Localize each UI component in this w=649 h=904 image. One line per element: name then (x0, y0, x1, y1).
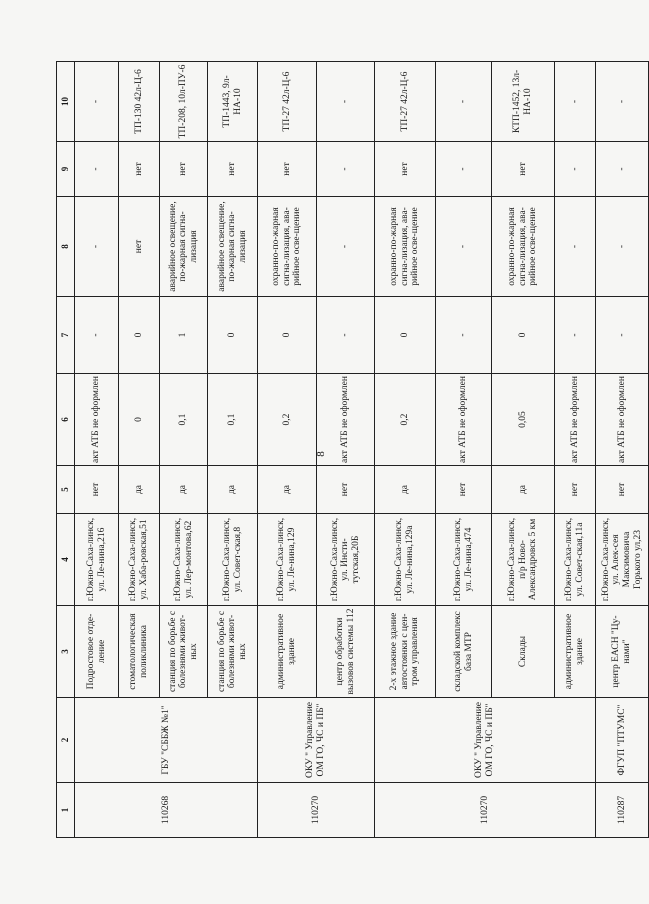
facility-cell: административное здание (555, 606, 596, 698)
flag-cell: - (596, 142, 649, 197)
facility-cell: Склады (492, 606, 555, 698)
systems-cell: - (555, 197, 596, 297)
address-cell: г.Южно-Саха-линск, ул. Ле-нина,216 (75, 514, 119, 606)
flag-cell: - (75, 142, 119, 197)
flag-cell: - (317, 142, 375, 197)
org-code-cell: 110268 (75, 783, 258, 838)
substation-cell: ТП-27 42л-Ц-6 (258, 62, 317, 142)
count-cell: - (555, 297, 596, 374)
status-cell: нет (317, 466, 375, 514)
flag-cell: нет (160, 142, 208, 197)
value-cell: акт АТБ не оформлен (75, 374, 119, 466)
address-cell: г.Южно-Саха-линск, ул. Инсти-тутская,20Б (317, 514, 375, 606)
column-header: 6 (57, 374, 75, 466)
org-code-cell: 110270 (258, 783, 375, 838)
status-cell: да (375, 466, 436, 514)
substation-cell: - (75, 62, 119, 142)
status-cell: да (492, 466, 555, 514)
facility-cell: центр ЕАСН "Цу-нами" (596, 606, 649, 698)
count-cell: - (317, 297, 375, 374)
facility-cell: Подростовое отде-ление (75, 606, 119, 698)
flag-cell: нет (375, 142, 436, 197)
systems-cell: охранно-по-жарная сигна-лизация, ава-рийное осве-щение (375, 197, 436, 297)
facility-cell: станция по борьбе с болезнями живот-ных (208, 606, 258, 698)
column-header: 4 (57, 514, 75, 606)
address-cell: г.Южно-Саха-линск, ул. Ле-нина,129 (258, 514, 317, 606)
systems-cell: аварийное освещение, по-жарная сигна-лизация (208, 197, 258, 297)
rotated-table-container (56, 62, 643, 838)
value-cell: 0,2 (258, 374, 317, 466)
status-cell: нет (436, 466, 492, 514)
value-cell: акт АТБ не оформлен (555, 374, 596, 466)
status-cell: да (208, 466, 258, 514)
org-code-cell: 110287 (596, 783, 649, 838)
value-cell: акт АТБ не оформлен (317, 374, 375, 466)
address-cell: г.Южно-Саха-линск, ул. Алек-сея Максимовича Горького ул,23 (596, 514, 649, 606)
facility-cell: станция по борьбе с болезнями живот-ных (160, 606, 208, 698)
org-name-cell: ОКУ " Управление ОМ ГО, ЧС и ПБ" (375, 698, 596, 783)
table-header-row (57, 62, 75, 838)
facility-cell: центр обработки вызовов системы 112 (317, 606, 375, 698)
count-cell: 0 (375, 297, 436, 374)
address-cell: г.Южно-Саха-линск, ул. Совет-ская,11а (555, 514, 596, 606)
flag-cell: - (555, 142, 596, 197)
value-cell: 0 (119, 374, 160, 466)
status-cell: нет (555, 466, 596, 514)
facility-cell: 2-х этажное здание автостоянки с цен-тром управления (375, 606, 436, 698)
table-row (375, 62, 436, 838)
count-cell: 0 (119, 297, 160, 374)
facility-cell: административное здание (258, 606, 317, 698)
column-header: 10 (57, 62, 75, 142)
column-header: 9 (57, 142, 75, 197)
value-cell: акт АТБ не оформлен (436, 374, 492, 466)
status-cell: да (258, 466, 317, 514)
substation-cell: КТП-1452, 13л-НА-10 (492, 62, 555, 142)
count-cell: - (436, 297, 492, 374)
flag-cell: нет (492, 142, 555, 197)
org-name-cell: ОКУ " Управление ОМ ГО, ЧС и ПБ" (258, 698, 375, 783)
page-number: 8 (315, 451, 327, 457)
count-cell: 0 (208, 297, 258, 374)
value-cell: акт АТБ не оформлен (596, 374, 649, 466)
column-header: 3 (57, 606, 75, 698)
column-header: 2 (57, 698, 75, 783)
flag-cell: нет (258, 142, 317, 197)
systems-cell: - (75, 197, 119, 297)
flag-cell: нет (119, 142, 160, 197)
substation-cell: - (596, 62, 649, 142)
value-cell: 0,1 (160, 374, 208, 466)
org-code-cell: 110270 (375, 783, 596, 838)
count-cell: - (75, 297, 119, 374)
systems-cell: нет (119, 197, 160, 297)
column-header: 5 (57, 466, 75, 514)
address-cell: г.Южно-Саха-линск, ул. Ле-нина,474 (436, 514, 492, 606)
address-cell: г.Южно-Саха-линск, п/р Ново-Александровск 5 км (492, 514, 555, 606)
column-header: 8 (57, 197, 75, 297)
org-name-cell: ГБУ "СББЖ №1" (75, 698, 258, 783)
systems-cell: - (436, 197, 492, 297)
value-cell: 0,2 (375, 374, 436, 466)
status-cell: да (160, 466, 208, 514)
address-cell: г.Южно-Саха-линск, ул. Ле-нина,129а (375, 514, 436, 606)
systems-cell: охранно-по-жарная сигна-лизация, ава-рийное осве-щение (492, 197, 555, 297)
count-cell: 1 (160, 297, 208, 374)
substation-cell: ТП-208, 10л-ПУ-6 (160, 62, 208, 142)
facility-cell: стоматологическая поликлиника (119, 606, 160, 698)
column-header: 7 (57, 297, 75, 374)
status-cell: нет (75, 466, 119, 514)
count-cell: 0 (258, 297, 317, 374)
column-header: 1 (57, 783, 75, 838)
table-row (75, 62, 119, 838)
facility-cell: складской комплекс база МТР (436, 606, 492, 698)
address-cell: г.Южно-Саха-линск, ул. Хаба-ровская,51 (119, 514, 160, 606)
document-table-frame (56, 62, 643, 838)
systems-cell: охранно-по-жарная сигна-лизация, ава-рийное осве-щение (258, 197, 317, 297)
substation-cell: - (555, 62, 596, 142)
address-cell: г.Южно-Саха-линск, ул. Лер-монтова,62 (160, 514, 208, 606)
status-cell: да (119, 466, 160, 514)
substation-cell: - (436, 62, 492, 142)
value-cell: 0,1 (208, 374, 258, 466)
org-name-cell: ФГУП "ПТУМС" (596, 698, 649, 783)
systems-cell: - (317, 197, 375, 297)
status-cell: нет (596, 466, 649, 514)
substation-cell: ТП-1443, 9л-НА-10 (208, 62, 258, 142)
facilities-table (56, 61, 649, 838)
value-cell: 0,05 (492, 374, 555, 466)
count-cell: 0 (492, 297, 555, 374)
count-cell: - (596, 297, 649, 374)
table-row (596, 62, 649, 838)
systems-cell: - (596, 197, 649, 297)
substation-cell: ТП-27 42л-Ц-6 (375, 62, 436, 142)
systems-cell: аварийное освещение, по-жарная сигна-лизация (160, 197, 208, 297)
flag-cell: нет (208, 142, 258, 197)
substation-cell: ТП-130 42л-Ц-6 (119, 62, 160, 142)
substation-cell: - (317, 62, 375, 142)
address-cell: г.Южно-Саха-линск, ул. Совет-ская,8 (208, 514, 258, 606)
flag-cell: - (436, 142, 492, 197)
table-row (258, 62, 317, 838)
